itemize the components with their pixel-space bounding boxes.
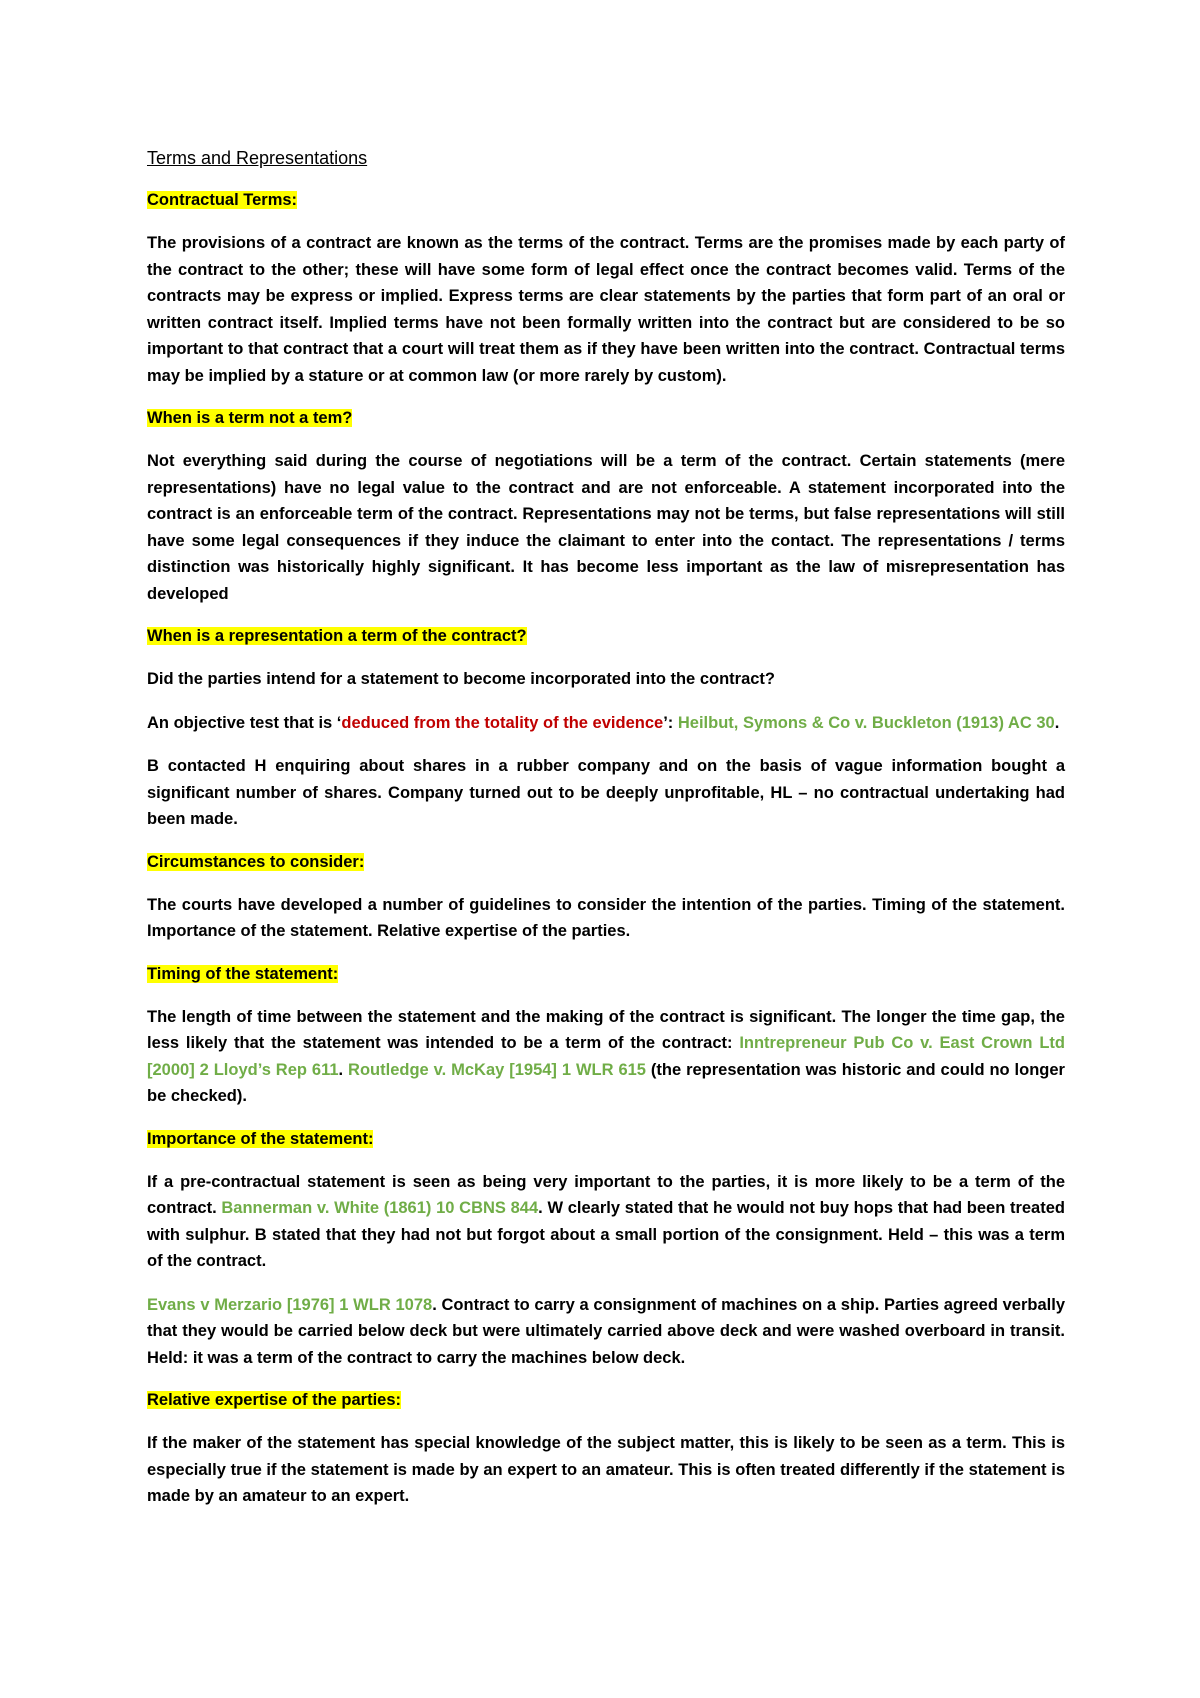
quote-text: deduced from the totality of the evidence: [341, 713, 664, 732]
text-run: .: [1054, 713, 1060, 732]
paragraph-circumstances: The courts have developed a number of guidelines to consider the intention of the parties. Timing of the statement. Importance of the statement. Relative expertise of the parties.: [147, 895, 1065, 940]
case-citation: Bannerman v. White (1861) 10 CBNS 844: [221, 1199, 539, 1217]
section-heading-expertise: [147, 1388, 1065, 1412]
section-heading-timing: [147, 962, 1065, 986]
heading-text: Relative expertise of the parties:: [147, 1391, 402, 1409]
text-run: If a pre-contractual statement is seen as being very important to the parties, it is more likely to be a term of the contract.: [147, 1172, 1065, 1217]
text-run: .: [338, 1060, 349, 1079]
case-citation: Routledge v. McKay [1954] 1 WLR 615: [348, 1060, 646, 1079]
heading-text: Timing of the statement:: [147, 964, 339, 983]
paragraph-timing: [147, 1004, 1065, 1110]
text-run: . Contract to carry a consignment of machines on a ship. Parties agreed verbally that they would be carried below deck but were ultimately carried above deck and were washed overboard in transit. Held: it was a term of the contract to carry the machines below deck.: [147, 1295, 1066, 1367]
text-run: ’:: [663, 713, 678, 732]
section-heading-contractual-terms: [147, 188, 1065, 212]
heading-text: When is a representation a term of the contract?: [147, 627, 527, 645]
section-heading-representation-term: [147, 624, 1065, 648]
text-run: (the representation was historic and could no longer be checked).: [147, 1060, 1065, 1105]
document-title: Terms and Representations: [147, 148, 368, 168]
paragraph-evans: [147, 1292, 1065, 1372]
paragraph-objective-test: [147, 710, 1065, 737]
paragraph-importance: [147, 1169, 1065, 1275]
paragraph-heilbut-facts: B contacted H enquiring about shares in a rubber company and on the basis of vague information bought a significant number of shares. Company turned out to be deeply unprofitable, HL – no contractual undertaking had been made.: [147, 757, 1065, 828]
heading-text: Contractual Terms:: [147, 191, 298, 209]
paragraph-expertise: If the maker of the statement has special knowledge of the subject matter, this is likely to be seen as a term. This is especially true if the statement is made by an expert to an amateur. This is often treated differently if the statement is made by an amateur to an expert.: [147, 1434, 1065, 1505]
section-heading-term-not-term: [147, 406, 1065, 430]
section-heading-importance: [147, 1127, 1065, 1151]
document-page: [147, 146, 1065, 1527]
heading-text: Importance of the statement:: [147, 1129, 374, 1148]
heading-text: When is a term not a tem?: [147, 409, 353, 427]
case-citation: Evans v Merzario [1976] 1 WLR 1078: [147, 1295, 433, 1314]
heading-text: Circumstances to consider:: [147, 852, 365, 871]
text-run: . W clearly stated that he would not buy hops that had been treated with sulphur. B stated that they had not but forgot about a small portion of the consignment. Held – this was a term of the contract.: [147, 1199, 1065, 1270]
text-run: The length of time between the statement and the making of the contract is significant. The longer the time gap, the less likely that the statement was intended to be a term of the contract:: [147, 1007, 1065, 1052]
paragraph-intention-question: Did the parties intend for a statement to become incorporated into the contract?: [147, 670, 775, 688]
case-citation: Heilbut, Symons & Co v. Buckleton (1913) AC 30: [677, 713, 1055, 732]
section-heading-circumstances: [147, 850, 1065, 874]
case-citation: Inntrepreneur Pub Co v. East Crown Ltd [2000] 2 Lloyd’s Rep 611: [147, 1034, 1065, 1079]
text-run: An objective test that is ‘: [147, 713, 342, 732]
paragraph-contractual-terms: The provisions of a contract are known as the terms of the contract. Terms are the promises made by each party of the contract to the other; these will have some form of legal effect once the contract becomes valid. Terms of the contracts may be express or implied. Express terms are clear statements by the parties that form part of an oral or written contract itself. Implied terms have not been formally written into the contract but are considered to be so important to that contract that a court will treat them as if they have been written into the contract. Contractual terms may be implied by a stature or at common law (or more rarely by custom).: [147, 234, 1065, 385]
paragraph-term-not-term: Not everything said during the course of negotiations will be a term of the contract. Certain statements (mere representations) have no legal value to the contract and are not enforceable. A statement incorporated into the contract is an enforceable term of the contract. Representations may not be terms, but false representations will still have some legal consequences if they induce the claimant to enter into the contact. The representations / terms distinction was historically highly significant. It has become less important as the law of misrepresentation has developed: [147, 452, 1065, 603]
